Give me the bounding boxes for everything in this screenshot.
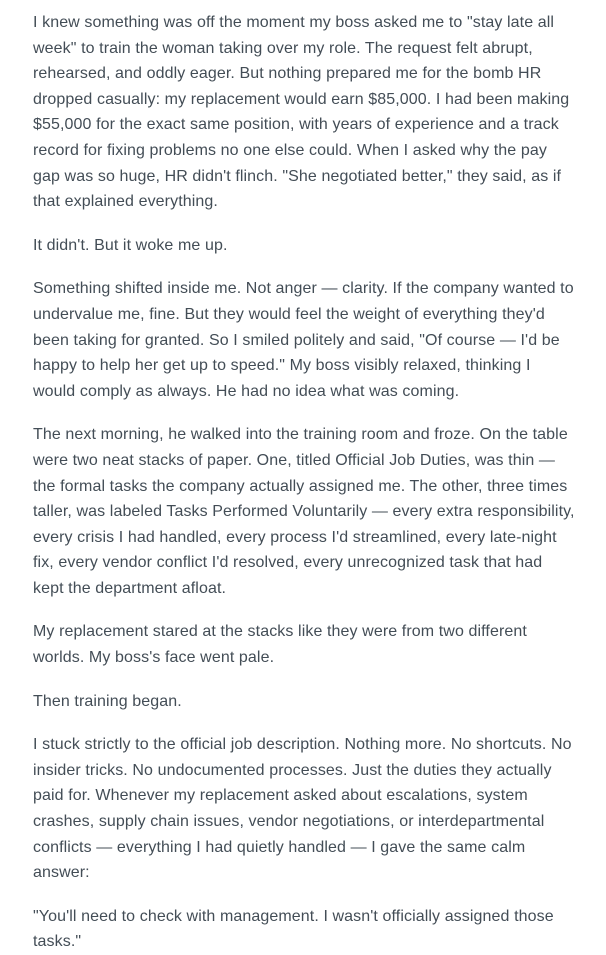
story-paragraph-intro: I knew something was off the moment my boss asked me to "stay late all week" to train the woman taking over my role. The request felt abrupt, rehearsed, and oddly eager. But nothing prepared me for the bomb HR dropped casually: my replacement would earn $85,000. I had been making $55,000 for the exact same position, with years of experience and a track record for fixing problems no one else could. When I asked why the pay gap was so huge, HR didn't flinch. "She negotiated better," they said, as if that explained everything.	[33, 14, 570, 211]
story-paragraph-quote: "You'll need to check with management. I wasn't officially assigned those tasks."	[33, 907, 554, 951]
story-paragraph-strict-training: I stuck strictly to the official job description. Nothing more. No shortcuts. No insider tricks. No undocumented processes. Just the duties they actually paid for. Whenever my replacement asked about escalations, system crashes, supply chain issues, vendor negotiations, or interdepartmental conflicts — everything I had quietly handled — I gave the same calm answer:	[33, 736, 572, 882]
story-paragraph-wake-up: It didn't. But it woke me up.	[33, 236, 228, 254]
story-paragraph-training-began: Then training began.	[33, 692, 182, 710]
story-paragraph-stacks: The next morning, he walked into the training room and froze. On the table were two neat stacks of paper. One, titled Official Job Duties, was thin — the formal tasks the company actually assigned me. The other, three times taller, was labeled Tasks Performed Voluntarily — every extra responsibility, every crisis I had handled, every process I'd streamlined, every late-night fix, every vendor conflict I'd resolved, every unrecognized task that had kept the department afloat.	[33, 426, 575, 597]
story-paragraph-reaction: My replacement stared at the stacks like they were from two different worlds. My boss's face went pale.	[33, 623, 527, 667]
story-paragraph-clarity: Something shifted inside me. Not anger — clarity. If the company wanted to undervalue me, fine. But they would feel the weight of everything they'd been taking for granted. So I smiled politely and said, "Of course — I'd be happy to help her get up to speed." My boss visibly relaxed, thinking I would comply as always. He had no idea what was coming.	[33, 280, 574, 400]
